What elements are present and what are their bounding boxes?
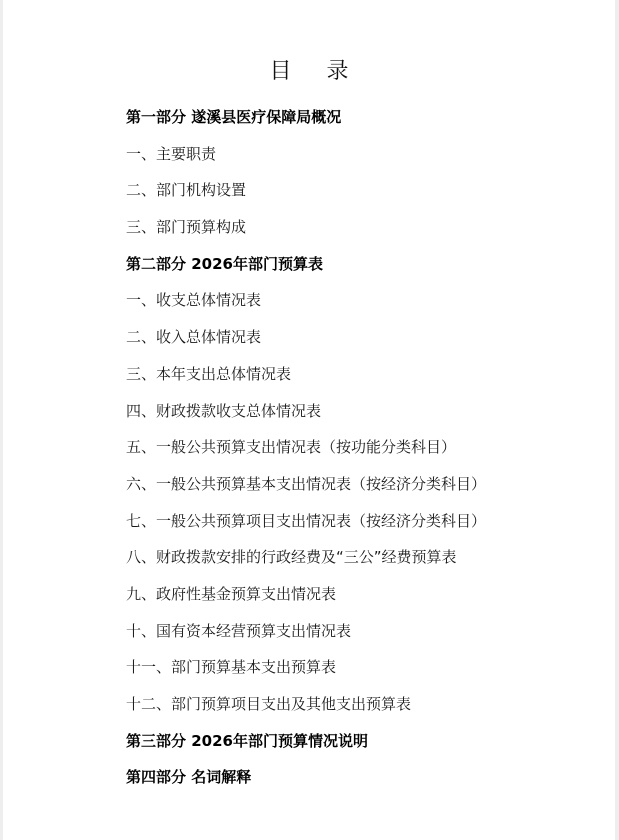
toc-item-2-6[interactable]: 六、一般公共预算基本支出情况表（按经济分类科目） — [126, 474, 487, 493]
toc-item-2-5[interactable]: 五、一般公共预算支出情况表（按功能分类科目） — [126, 438, 457, 457]
toc-item-1-3[interactable]: 三、部门预算构成 — [126, 218, 247, 237]
toc-item-2-9[interactable]: 九、政府性基金预算支出情况表 — [126, 584, 337, 603]
toc-item-2-12[interactable]: 十二、部门预算项目支出及其他支出预算表 — [126, 695, 412, 713]
toc-part-2[interactable]: 第二部分 2026年部门预算表 — [126, 254, 323, 273]
toc-item-2-10[interactable]: 十、国有资本经营预算支出情况表 — [126, 621, 352, 640]
toc-part-4[interactable]: 第四部分 名词解释 — [126, 768, 252, 787]
toc-item-2-7[interactable]: 七、一般公共预算项目支出情况表（按经济分类科目） — [126, 511, 487, 530]
toc-item-2-4[interactable]: 四、财政拨款收支总体情况表 — [126, 401, 322, 420]
toc-item-2-11[interactable]: 十一、部门预算基本支出预算表 — [126, 658, 337, 677]
toc-item-2-8[interactable]: 八、财政拨款安排的行政经费及“三公”经费预算表 — [126, 548, 457, 567]
toc-item-1-2[interactable]: 二、部门机构设置 — [126, 181, 247, 200]
document-page — [3, 0, 615, 840]
toc-item-2-2[interactable]: 二、收入总体情况表 — [126, 328, 262, 347]
toc-part-1[interactable]: 第一部分 遂溪县医疗保障局概况 — [126, 108, 342, 126]
toc-item-2-1[interactable]: 一、收支总体情况表 — [126, 291, 262, 310]
table-of-contents — [126, 106, 486, 803]
toc-item-2-3[interactable]: 三、本年支出总体情况表 — [126, 364, 292, 383]
toc-title: 目 录 — [269, 59, 363, 84]
toc-part-3[interactable]: 第三部分 2026年部门预算情况说明 — [126, 731, 368, 750]
toc-item-1-1[interactable]: 一、主要职责 — [126, 144, 217, 163]
